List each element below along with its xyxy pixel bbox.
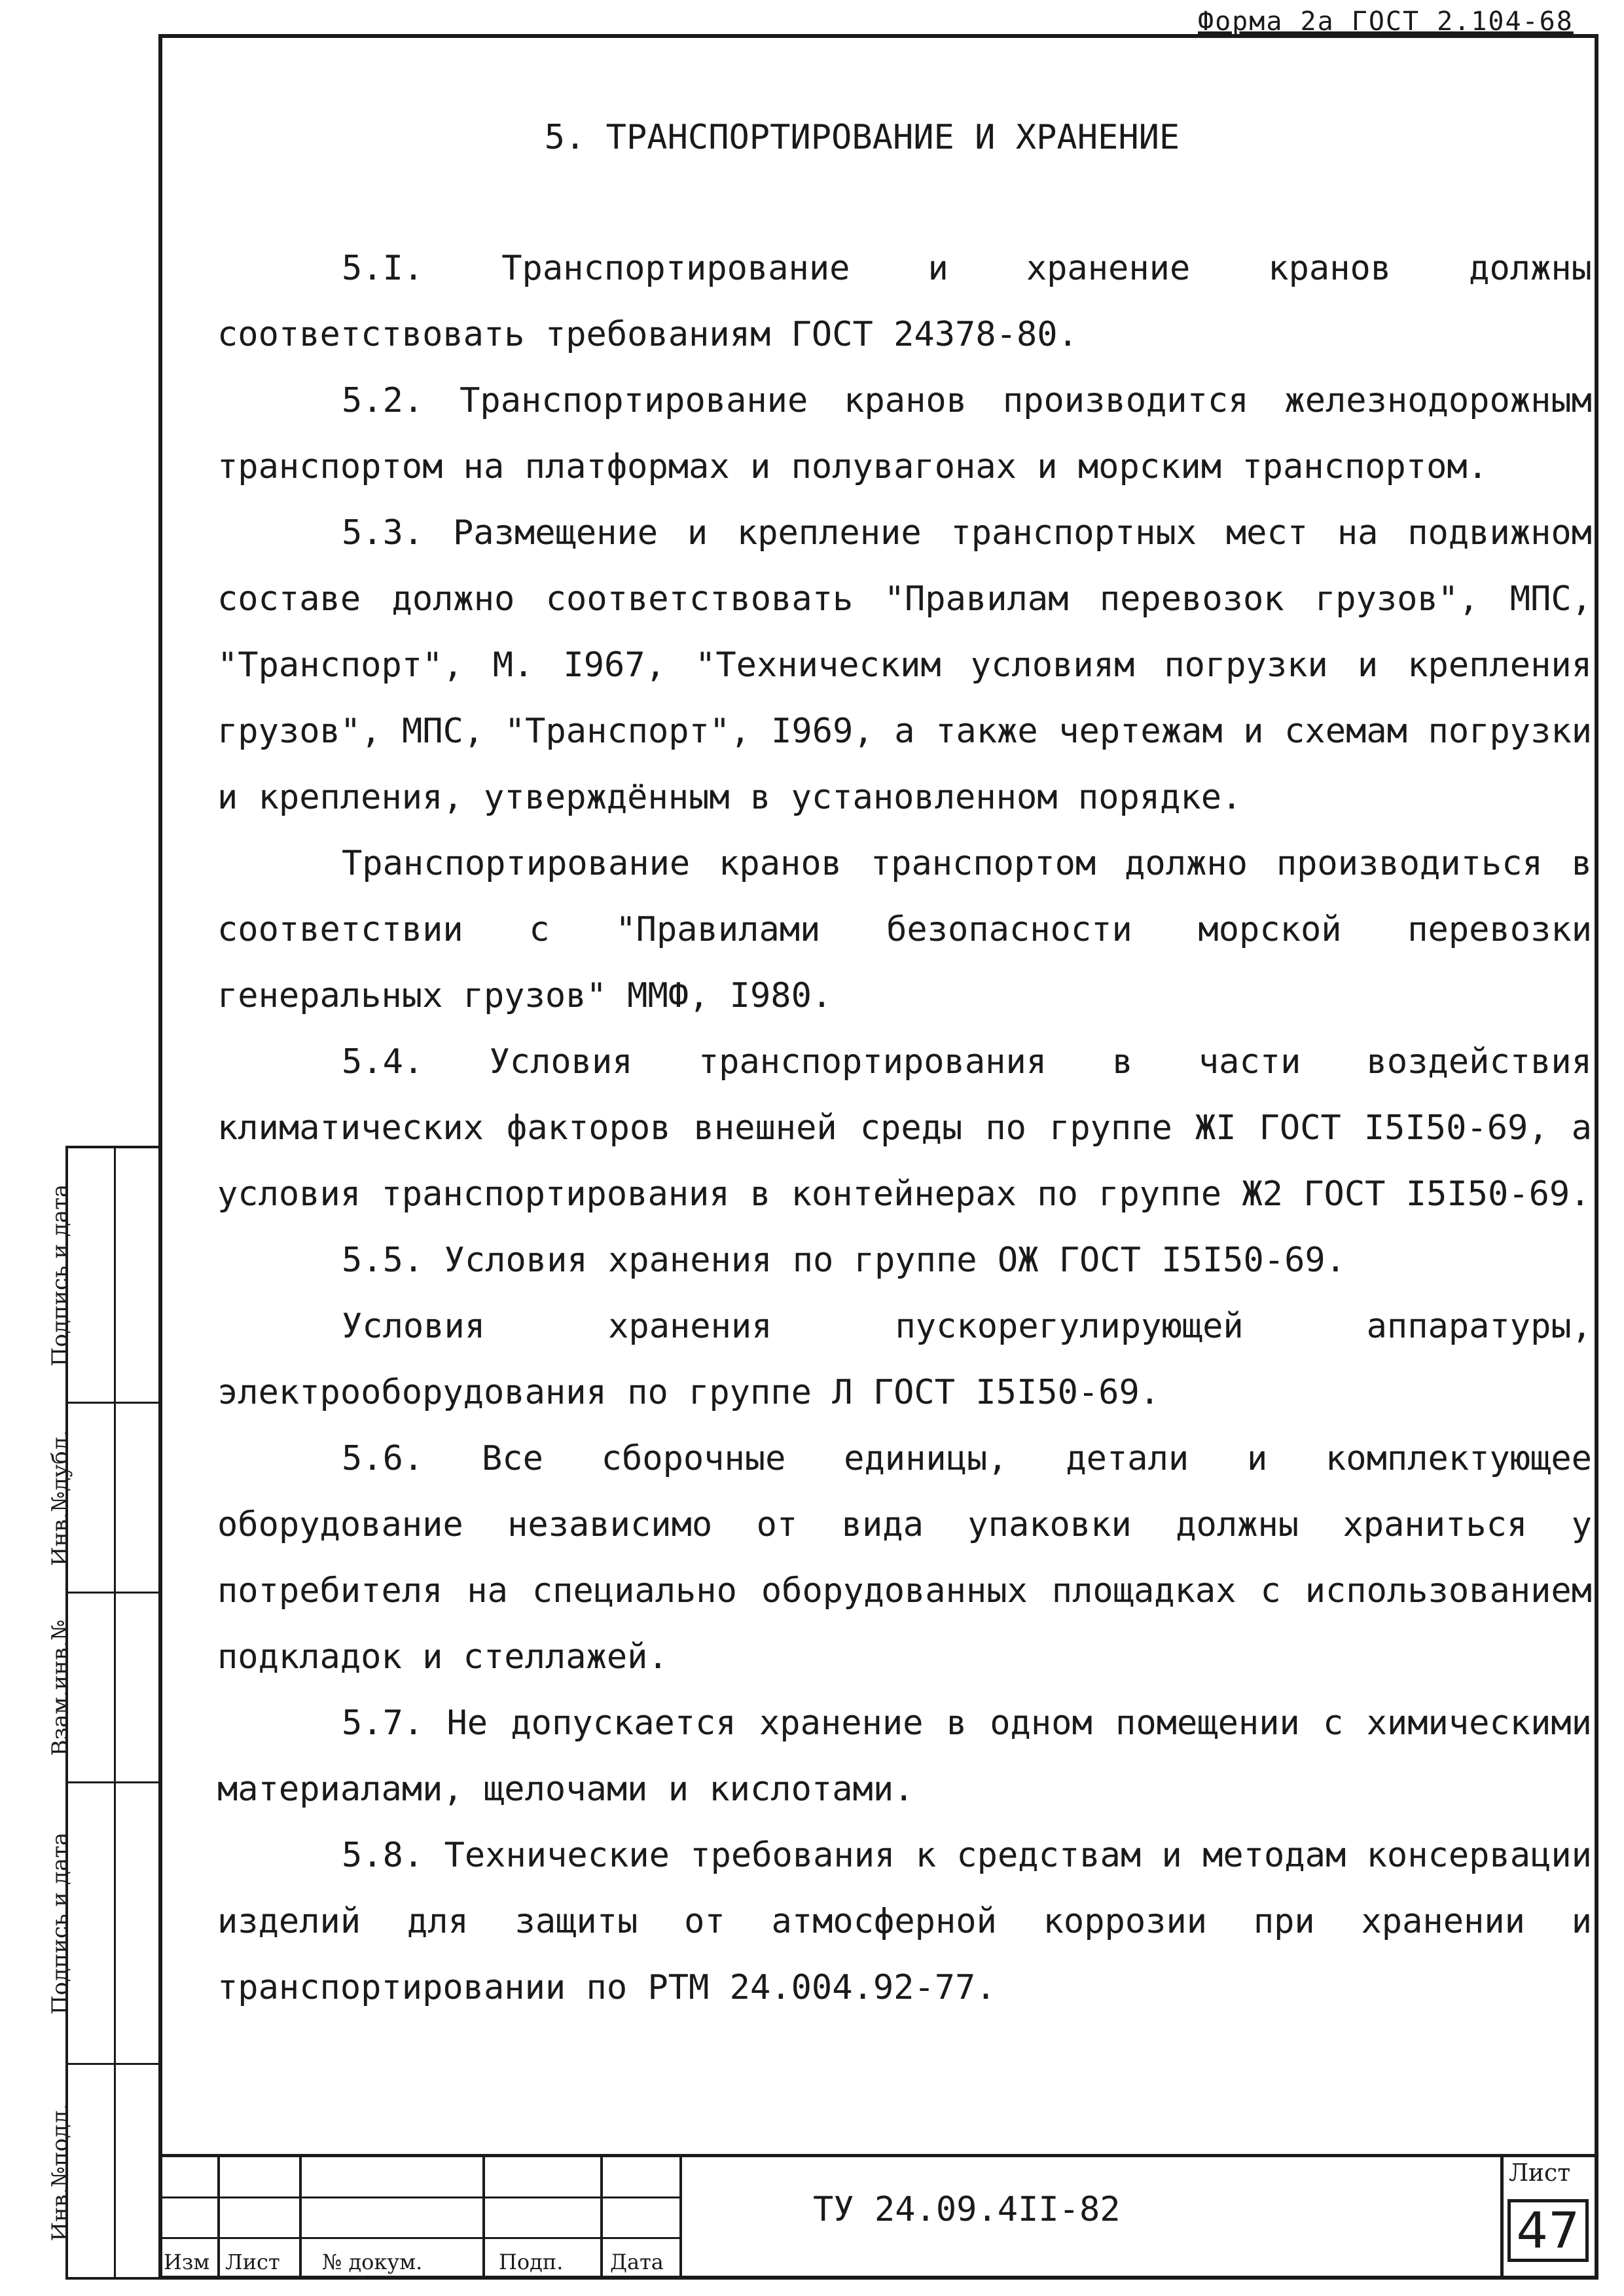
paragraph-5-4: 5.4. Условия транспортирования в части воздействия климатических факторов внешней среды по группе ЖI ГОСТ I5I50-69, а условия транспортирования в контейнерах по группе Ж2 ГОСТ I5I50-69. (217, 1042, 1592, 1214)
strip-cell-dup-inv (47, 1404, 158, 1594)
strip-label: Взам.инв.№ (47, 1619, 73, 1756)
strip-label: Инв.№дубл. (47, 1429, 73, 1566)
title-block (158, 2154, 1598, 2280)
paragraph-5-6: 5.6. Все сборочные единицы, детали и комплектующее оборудование независимо от вида упаковки должны храниться у потребителя на специально оборудованных площадках с использованием подкладок и стеллажей. (217, 1439, 1592, 1677)
paragraph-5-1: 5.I. Транспортирование и хранение кранов должны соответствовать требованиям ГОСТ 24378-80. (217, 249, 1592, 354)
document-body (217, 118, 1592, 2021)
paragraph-5-3: 5.3. Размещение и крепление транспортных мест на подвижном составе должно соответствовать "Правилам перевозок грузов", МПС, "Транспорт", М. I967, "Техническим условиям погрузки и крепления грузов", МПС, "Транспорт", I969, а также чертежам и схемам погрузки и крепления, утверждённым в установленном порядке. (217, 513, 1592, 817)
strip-label: Инв.№подл. (47, 2103, 73, 2242)
grid-line (482, 2157, 485, 2280)
col-label-doc-number: № докум. (322, 2250, 423, 2274)
title-block-grid (158, 2157, 682, 2280)
col-label-date: Дата (610, 2250, 664, 2274)
grid-line (679, 2157, 682, 2280)
document-code: ТУ 24.09.4II-82 (813, 2190, 1121, 2229)
col-label-change: Изм (164, 2250, 210, 2274)
col-label-signature: Подп. (499, 2250, 564, 2274)
sheet-label: Лист (1509, 2160, 1571, 2187)
grid-line (158, 2196, 682, 2198)
sheet-number: 47 (1507, 2199, 1589, 2262)
strip-cell-signature-date-bottom (47, 1783, 158, 2065)
paragraph-5-8: 5.8. Технические требования к средствам и методам консервации изделий для защиты от атмосферной коррозии при хранении и транспортировании по РТМ 24.004.92-77. (217, 1836, 1592, 2007)
sheet-box (1500, 2157, 1595, 2280)
paragraph-5-3-cont: Транспортирование кранов транспортом должно производиться в соответствии с "Правилами безопасности морской перевозки генеральных грузов" ММФ, I980. (217, 844, 1592, 1015)
section-heading: 5. ТРАНСПОРТИРОВАНИЕ И ХРАНЕНИЕ (544, 118, 1180, 157)
strip-cell-orig-inv (47, 2065, 158, 2280)
grid-line (600, 2157, 603, 2280)
paragraph-5-7: 5.7. Не допускается хранение в одном помещении с химическими материалами, щелочами и кислотами. (217, 1704, 1592, 1809)
paragraph-5-2: 5.2. Транспортирование кранов производится железнодорожным транспортом на платформах и полувагонах и морским транспортом. (217, 381, 1592, 486)
col-label-sheet: Лист (225, 2250, 280, 2274)
grid-line (158, 2237, 682, 2239)
form-stamp-label: Форма 2а ГОСТ 2.104-68 (1198, 7, 1574, 37)
paragraph-5-5-cont: Условия хранения пускорегулирующей аппаратуры, электрооборудования по группе Л ГОСТ I5I50-69. (217, 1307, 1592, 1412)
paragraph-5-5: 5.5. Условия хранения по группе ОЖ ГОСТ I5I50-69. (342, 1241, 1346, 1280)
strip-label: Подпись и дата (47, 1184, 73, 1366)
margin-strip (47, 1146, 158, 2280)
grid-line (217, 2157, 220, 2280)
strip-cell-signature-date-top (47, 1148, 158, 1404)
strip-label: Подпись и дата (47, 1832, 73, 2014)
strip-cell-replace-inv (47, 1594, 158, 1783)
grid-line (299, 2157, 302, 2280)
